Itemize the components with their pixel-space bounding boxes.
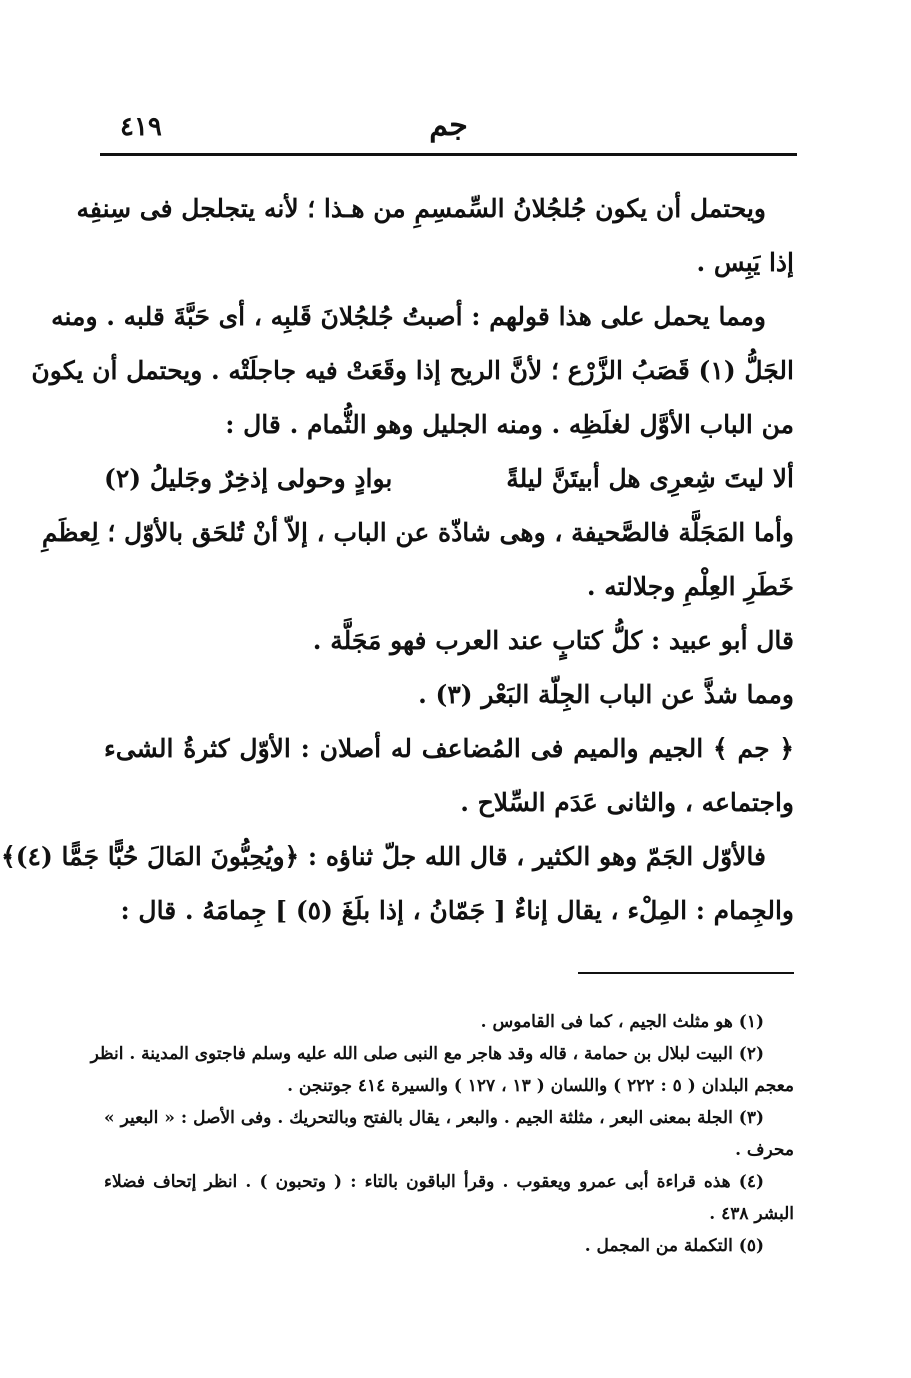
footnotes: [90, 1006, 794, 1262]
header-rule: [100, 153, 797, 156]
footnote-line: (٣) الجلة بمعنى البعر ، مثلثة الجيم . والبعر ، يقال بالفتح وبالتحريك . وفى الأصل : « البعير »: [104, 1108, 764, 1128]
footnote-line: (١) هو مثلث الجيم ، كما فى القاموس .: [480, 1012, 764, 1032]
text-line: إذا يَبِس .: [696, 248, 794, 277]
main-text: [1, 182, 794, 938]
text-line: وأما المَجَلَّة فالصَّحيفة ، وهى شاذّة عن الباب ، إلاّ أنْ تُلحَق بالأوّل ؛ لِعظَمِ: [41, 518, 794, 547]
text-line: ومما شذَّ عن الباب الجِلّة البَعْر (٣) .: [418, 680, 794, 709]
page-number: ٤١٩: [120, 112, 162, 142]
entry-heading-line: ﴿ جم ﴾ الجيم والميم فى المُضاعف له أصلان : الأوّل كثرةُ الشىء: [104, 734, 794, 763]
text-line: من الباب الأوَّل لغلَظِه . ومنه الجليل وهو الثُّمام . قال :: [225, 410, 794, 439]
text-line: والجِمام : المِلْء ، يقال إناءٌ [ جَمّانُ ، إذا بلَغَ (٥) ] جِمامَهُ . قال :: [120, 896, 794, 925]
running-head: جم: [429, 108, 468, 143]
footnote-line: (٢) البيت لبلال بن حمامة ، قاله وقد هاجر مع النبى صلى الله عليه وسلم فاجتوى المدينة . انظر: [90, 1044, 764, 1064]
quotation-line: قال أبو عبيد : كلُّ كتابٍ عند العرب فهو مَجَلَّة .: [312, 626, 794, 655]
footnote-line: محرف .: [735, 1140, 794, 1160]
text-line: ويحتمل أن يكون جُلجُلانُ السِّمسِمِ من هـذا ؛ لأنه يتجلجل فى سِنفِه: [76, 194, 766, 223]
footnote-line: معجم البلدان ( ٥ : ٢٢٢ ) واللسان ( ١٣ ، ١٢٧ ) والسيرة ٤١٤ جوتنجن .: [287, 1076, 794, 1096]
footnote-separator: [578, 972, 794, 974]
page-header: [100, 108, 797, 158]
verse-second-hemistich: بوادٍ وحولى إذخِرٌ وجَليلُ (٢): [104, 464, 393, 493]
text-line: واجتماعه ، والثانى عَدَم السِّلاح .: [460, 788, 794, 817]
text-line: الجَلُّ (١) قَصَبُ الزَّرْع ؛ لأنَّ الريح إذا وقَعَتْ فيه جاجلَتْه . ويحتمل أن يكونَ: [31, 356, 794, 385]
text-line: ومما يحمل على هذا قولهم : أصبتُ جُلجُلانَ قَلبِه ، أى حَبَّةَ قلبه . ومنه: [51, 302, 766, 331]
footnote-line: (٤) هذه قراءة أبى عمرو ويعقوب . وقرأ الباقون بالتاء : ( وتحبون ) . انظر إتحاف فضلاء: [104, 1172, 764, 1192]
footnote-line: البشر ٤٣٨ .: [709, 1204, 794, 1224]
poem-verse: [104, 452, 794, 506]
text-line: خَطَرِ العِلْمِ وجلالته .: [586, 572, 794, 601]
footnote-line: (٥) التكملة من المجمل .: [584, 1236, 764, 1256]
verse-first-hemistich: ألا ليتَ شِعرِى هل أبيتَنَّ ليلةً: [506, 464, 794, 493]
text-line: فالأوّل الجَمّ وهو الكثير ، قال الله جلّ ثناؤه : ﴿ويُحِبُّونَ المَالَ حُبًّا جَمًّا (٤)﴾: [1, 842, 766, 871]
